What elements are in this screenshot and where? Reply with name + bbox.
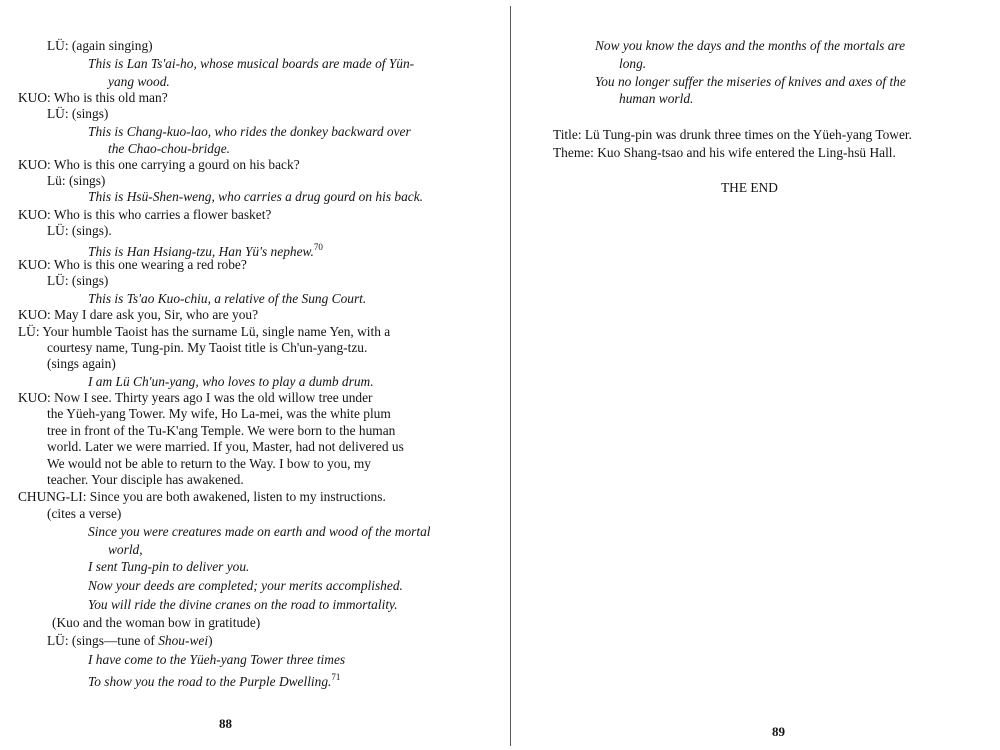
text-line: KUO: Now I see. Thirty years ago I was the old willow tree under — [18, 390, 373, 405]
text-line: Now your deeds are completed; your merits accomplished. — [88, 578, 403, 593]
text-line: LÜ: Your humble Taoist has the surname Lü, single name Yen, with a — [18, 324, 391, 339]
text-line: teacher. Your disciple has awakened. — [47, 472, 244, 487]
text-line: LÜ: (sings—tune of Shou-wei) — [47, 633, 213, 648]
text-line: This is Hsü-Shen-weng, who carries a drug gourd on his back. — [88, 189, 424, 204]
text-line: KUO: Who is this one wearing a red robe? — [18, 257, 247, 272]
text-line: LÜ: (sings). — [47, 223, 112, 238]
the-end-mark: THE END — [721, 180, 778, 195]
text-line: LÜ: (sings) — [47, 106, 109, 121]
text-line: I have come to the Yüeh-yang Tower three times — [88, 652, 346, 667]
text-line: This is Han Hsiang-tzu, Han Yü's nephew.$^{70}$ — [88, 242, 323, 259]
text-line: LÜ: (sings) — [47, 273, 109, 288]
text-line: KUO: Who is this who carries a flower basket? — [18, 207, 272, 222]
text-line: long. — [619, 56, 647, 71]
text-line: To show you the road to the Purple Dwelling.$^{71}$ — [88, 672, 341, 689]
page-number: 88 — [219, 716, 232, 731]
text-line: Now you know the days and the months of the mortals are — [595, 38, 906, 53]
text-line: (Kuo and the woman bow in gratitude) — [52, 615, 261, 630]
text-line: We would not be able to return to the Way. I bow to you, my — [47, 456, 371, 471]
text-line: CHUNG-LI: Since you are both awakened, listen to my instructions. — [18, 489, 386, 504]
text-line: I sent Tung-pin to deliver you. — [88, 559, 250, 574]
text-line: Title: Lü Tung-pin was drunk three times on the Yüeh-yang Tower. — [553, 127, 912, 142]
footnote-marker: 70 — [313, 242, 323, 252]
text-line: I am Lü Ch'un-yang, who loves to play a dumb drum. — [88, 374, 374, 389]
text-line: KUO: May I dare ask you, Sir, who are you? — [18, 307, 259, 322]
text-line: world. Later we were married. If you, Master, had not delivered us — [47, 439, 404, 454]
text-line: You will ride the divine cranes on the road to immortality. — [88, 597, 398, 612]
page-number: 89 — [772, 724, 785, 739]
text-line: This is Lan Ts'ai-ho, whose musical boards are made of Yün- — [88, 56, 415, 71]
text-line: courtesy name, Tung-pin. My Taoist title is Ch'un-yang-tzu. — [47, 340, 368, 355]
text-line: LÜ: (again singing) — [47, 38, 153, 53]
text-line: tree in front of the Tu-K'ang Temple. We were born to the human — [47, 423, 396, 438]
text-line: (sings again) — [47, 356, 116, 371]
text-line: world, — [108, 542, 143, 557]
text-line: the Yüeh-yang Tower. My wife, Ho La-mei, was the white plum — [47, 406, 391, 421]
text-line: yang wood. — [108, 74, 170, 89]
text-line: Theme: Kuo Shang-tsao and his wife entered the Ling-hsü Hall. — [553, 145, 896, 160]
text-line: Since you were creatures made on earth and wood of the mortal — [88, 524, 431, 539]
right-page — [511, 0, 1000, 750]
text-line: KUO: Who is this old man? — [18, 90, 168, 105]
text-line: You no longer suffer the miseries of knives and axes of the — [595, 74, 906, 89]
text-line: (cites a verse) — [47, 506, 122, 521]
text-line: KUO: Who is this one carrying a gourd on his back? — [18, 157, 300, 172]
text-line: Lü: (sings) — [47, 173, 106, 188]
text-line: human world. — [619, 91, 694, 106]
text-line: the Chao-chou-bridge. — [108, 141, 230, 156]
text-line: This is Chang-kuo-lao, who rides the donkey backward over — [88, 124, 411, 139]
text-line: This is Ts'ao Kuo-chiu, a relative of the Sung Court. — [88, 291, 367, 306]
footnote-marker: 71 — [331, 672, 341, 682]
